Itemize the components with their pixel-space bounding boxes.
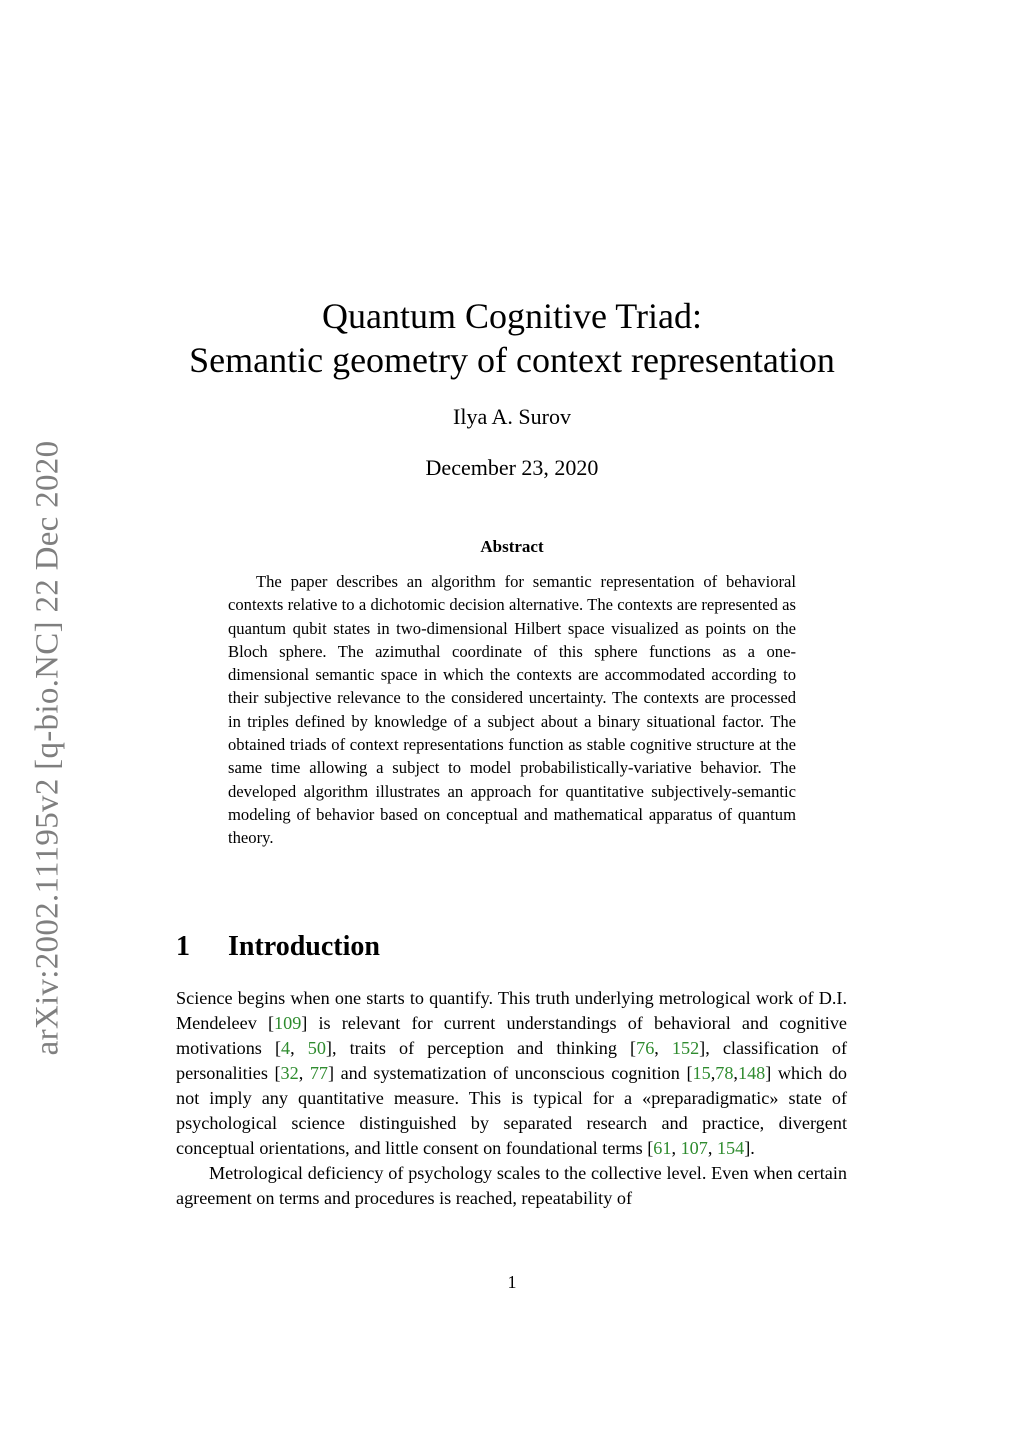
paragraph-text: , (654, 1038, 672, 1058)
paper-title (0, 294, 1024, 382)
citation-link[interactable]: 61 (653, 1138, 672, 1158)
section-number: 1 (176, 931, 190, 962)
paper-title-line-2: Semantic geometry of context representation (189, 340, 835, 380)
citation-link[interactable]: 77 (309, 1063, 328, 1083)
publication-date: December 23, 2020 (425, 455, 599, 480)
citation-link[interactable]: 15 (692, 1063, 711, 1083)
paragraph-text: ], traits of perception and thinking [ (325, 1038, 637, 1058)
paragraph-text: ] is relevant for current understandings of behavioral and cognitive motivations [ (176, 1013, 847, 1058)
citation-link[interactable]: 154 (716, 1138, 745, 1158)
arxiv-identifier-stamp: arXiv:2002.11195v2 [q-bio.NC] 22 Dec 2020 (29, 440, 66, 1056)
citation-link[interactable]: 78 (715, 1063, 734, 1083)
citation-link[interactable]: 109 (274, 1013, 302, 1033)
citation-link[interactable]: 107 (680, 1138, 708, 1158)
abstract-text: The paper describes an algorithm for semantic representation of behavioral contexts relative to a dichotomic decision alternative. The contexts are represented as quantum qubit states in two-dimensional Hilbert space visualized as points on the Bloch sphere. The azimuthal coordinate of this sphere functions as a one-dimensional semantic space in which the contexts are accommodated according to their subjective relevance to the considered uncertainty. The contexts are processed in triples defined by knowledge of a subject about a binary situational factor. The obtained triads of context representations function as stable cognitive structure at the same time allowing a subject to model probabilistically-variative behavior. The developed algorithm illustrates an approach for quantitative subjectively-semantic modeling of behavior based on conceptual and mathematical apparatus of quantum theory. (228, 572, 796, 848)
author-name: Ilya A. Surov (453, 404, 571, 429)
paragraph-text: , (290, 1038, 308, 1058)
paragraph-1 (176, 986, 847, 1161)
paragraph-text: , (733, 1063, 738, 1083)
section-heading-introduction (176, 931, 380, 963)
abstract-heading: Abstract (480, 537, 544, 556)
paragraph-text: ] which do not imply any quantitative measure. This is typical for a «preparadigmatic» state of psychological science distinguished by separated research and practice, divergent conceptual orientations, and little consent on foundational terms [ (176, 1063, 848, 1158)
citation-link[interactable]: 4 (281, 1038, 291, 1058)
paragraph-2: Metrological deficiency of psychology scales to the collective level. Even when certain agreement on terms and procedures is reached, repeatability of (176, 1163, 847, 1208)
citation-link[interactable]: 148 (737, 1063, 766, 1083)
paragraph-text: ] and systematization of unconscious cognition [ (328, 1063, 693, 1083)
citation-link[interactable]: 152 (671, 1038, 700, 1058)
paragraph-text: ], classification of personalities [ (176, 1038, 848, 1083)
paper-title-line-1: Quantum Cognitive Triad: (321, 296, 703, 336)
citation-link[interactable]: 76 (636, 1038, 655, 1058)
citation-link[interactable]: 50 (307, 1038, 326, 1058)
section-title: Introduction (228, 931, 380, 962)
paragraph-text: , (710, 1063, 716, 1083)
page-number: 1 (507, 1272, 517, 1292)
paragraph-text: , (671, 1138, 681, 1158)
citation-link[interactable]: 32 (280, 1063, 299, 1083)
paragraph-text: Science begins when one starts to quantify. This truth underlying metrological work of D.I. Mendeleev [ (176, 988, 847, 1033)
body-text (176, 986, 847, 1211)
paragraph-text: , (298, 1063, 310, 1083)
paragraph-text: , (707, 1138, 717, 1158)
paragraph-text: ]. (744, 1138, 755, 1158)
